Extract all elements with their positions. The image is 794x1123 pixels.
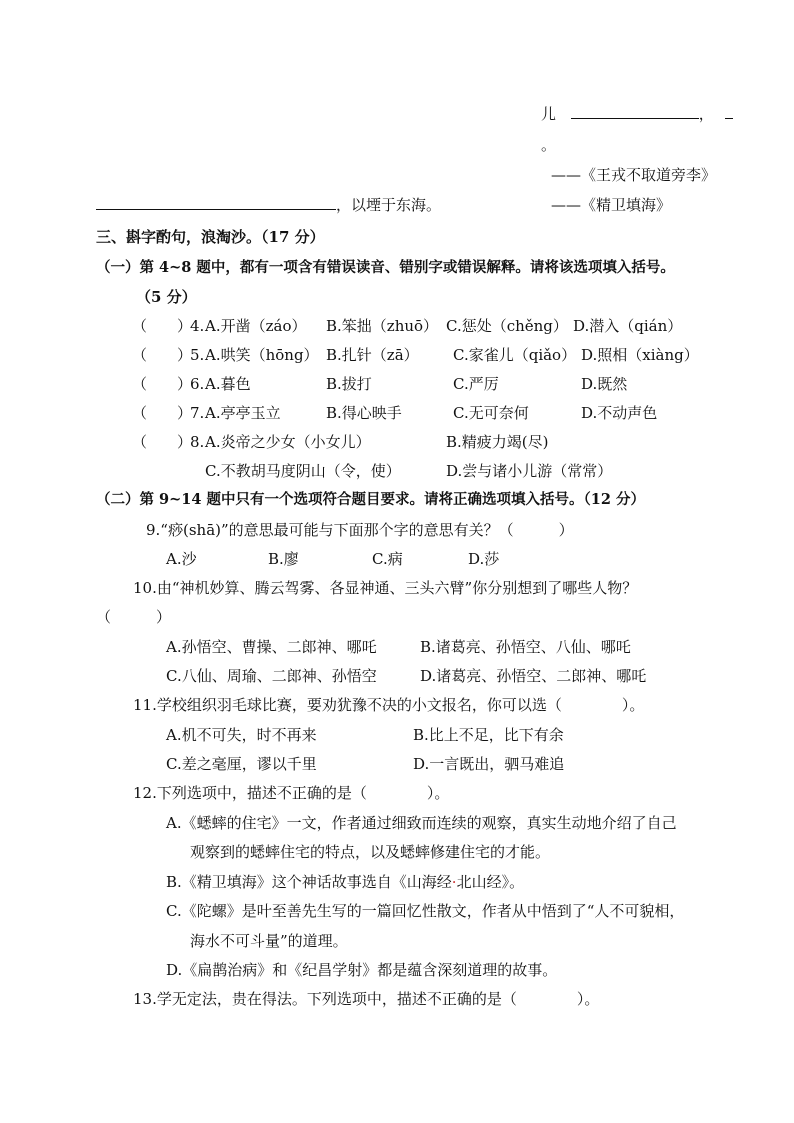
q12-option-b-post: 北山经》。 (456, 873, 525, 891)
q6-option-a: A.暮色 (205, 375, 251, 393)
part-1-score: （5 分） (136, 288, 197, 306)
poem-source-2: ——《精卫填海》 (551, 196, 672, 214)
q6-option-d: D.既然 (581, 375, 628, 393)
q5-option-a: A.哄笑（hōng） (205, 346, 319, 364)
poem-line-1 (541, 104, 733, 124)
part-2-heading: （二）第 9~14 题中只有一个选项符合题目要求。请将正确选项填入括号。（12 分） (96, 491, 645, 508)
q7-option-c: C.无可奈何 (453, 404, 529, 422)
q11-option-b: B.比上不足，比下有余 (413, 726, 564, 744)
poem-source-1: ——《王戎不取道旁李》 (551, 166, 717, 184)
q9-stem: 9.“痧(shā)”的意思最可能与下面那个字的意思有关？（ ） (146, 521, 574, 539)
q9-option-a: A.沙 (166, 550, 197, 568)
q5-option-d: D.照相（xiàng） (581, 346, 699, 364)
q6-option-b: B.拔打 (326, 375, 372, 393)
q12-option-b-pre: B.《精卫填海》这个神话故事选自《山海经 (166, 873, 452, 891)
q7-option-b: B.得心映手 (326, 404, 402, 422)
q5-number: 5. (190, 346, 205, 364)
poem-blank-3[interactable] (96, 195, 336, 210)
q10-stem: 10.由“神机妙算、腾云驾雾、各显神通、三头六臂”你分别想到了哪些人物？ (133, 579, 638, 597)
q4-number: 4. (190, 317, 205, 335)
q8-option-c: C.不教胡马度阴山（令，使） (205, 462, 401, 480)
q12-stem: 12.下列选项中，描述不正确的是（ ）。 (133, 784, 450, 802)
q8-number: 8. (190, 433, 205, 451)
q13-stem: 13.学无定法，贵在得法。下列选项中，描述不正确的是（ ）。 (133, 990, 600, 1008)
q4-option-b: B.笨拙（zhuō） (326, 317, 439, 335)
part-1-heading: （一）第 4~8 题中，都有一项含有错误读音、错别字或错误解释。请将该选项填入括号。 (96, 259, 675, 276)
poem-blank-1[interactable] (571, 104, 699, 119)
q11-option-a: A.机不可失，时不再来 (166, 726, 317, 744)
q12-option-a-line1: A.《蟋蟀的住宅》一文，作者通过细致而连续的观察，真实生动地介绍了自己 (166, 814, 677, 832)
q5-paren[interactable]: （ ） (132, 346, 193, 364)
poem-bury: ，以堙于东海。 (336, 196, 442, 214)
q12-option-c-line1: C.《陀螺》是叶至善先生写的一篇回忆性散文，作者从中悟到了“人不可貌相， (166, 902, 685, 920)
q8-option-a: A.炎帝之少女（小女儿） (205, 433, 371, 451)
q11-stem: 11.学校组织羽毛球比赛，要劝犹豫不决的小文报名，你可以选（ ）。 (133, 696, 645, 714)
q4-paren[interactable]: （ ） (132, 317, 193, 335)
q5-option-c: C.家雀儿（qiǎo） (453, 346, 577, 364)
q6-option-c: C.严厉 (453, 375, 499, 393)
q7-option-a: A.亭亭玉立 (205, 404, 281, 422)
q12-option-b-dot: · (451, 873, 457, 891)
q11-option-d: D.一言既出，驷马难追 (413, 755, 565, 773)
q8-paren[interactable]: （ ） (132, 433, 193, 451)
q10-option-a: A.孙悟空、曹操、二郎神、哪吒 (166, 638, 377, 656)
q10-option-d: D.诸葛亮、孙悟空、二郎神、哪吒 (420, 667, 647, 685)
q7-paren[interactable]: （ ） (132, 404, 193, 422)
q10-option-c: C.八仙、周瑜、二郎神、孙悟空 (166, 667, 377, 685)
q5-option-b: B.扎针（zā） (326, 346, 419, 364)
q12-option-a-line2: 观察到的蟋蟀住宅的特点，以及蟋蟀修建住宅的才能。 (190, 843, 551, 861)
q10-paren[interactable]: （ ） (96, 608, 172, 626)
poem-line-2 (96, 195, 441, 215)
q6-paren[interactable]: （ ） (132, 375, 193, 393)
q8-option-b: B.精疲力竭(尽) (446, 433, 549, 451)
q4-option-c: C.惩处（chěng） (446, 317, 568, 335)
q8-option-d: D.尝与诸小儿游（常常） (446, 462, 613, 480)
section-3-title: 三、斟字酌句，浪淘沙。（17 分） (96, 228, 325, 246)
q4-option-d: D.潜入（qián） (573, 317, 683, 335)
poem-blank-2[interactable] (725, 104, 733, 119)
q4-option-a: A.开凿（záo） (205, 317, 307, 335)
q9-option-b: B.廖 (268, 550, 299, 568)
q7-number: 7. (190, 404, 205, 422)
q6-number: 6. (190, 375, 205, 393)
poem-period: 。 (541, 136, 557, 154)
q12-option-b (166, 872, 524, 892)
q9-option-d: D.莎 (468, 550, 500, 568)
q10-option-b: B.诸葛亮、孙悟空、八仙、哪吒 (420, 638, 631, 656)
q7-option-d: D.不动声色 (581, 404, 658, 422)
poem-er: 儿 (541, 105, 557, 123)
q12-option-d: D.《扁鹊治病》和《纪昌学射》都是蕴含深刻道理的故事。 (166, 961, 558, 979)
q9-option-c: C.病 (372, 550, 403, 568)
poem-comma: ， (698, 105, 714, 123)
q12-option-c-line2: 海水不可斗量”的道理。 (190, 932, 348, 950)
q11-option-c: C.差之毫厘，谬以千里 (166, 755, 317, 773)
